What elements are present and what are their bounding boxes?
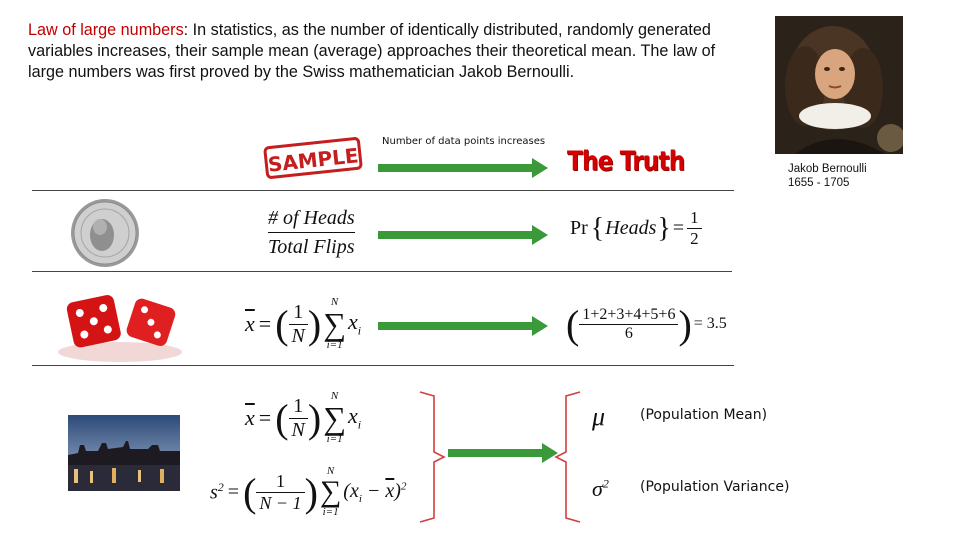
stamp-text: SAMPLE	[266, 143, 360, 177]
n: N	[291, 324, 305, 347]
squared-deviation: $(x_i - \overline{x})^2$	[343, 479, 407, 505]
sum-lower: i=1	[326, 433, 343, 445]
the-truth-logo: The Truth	[567, 146, 685, 177]
xbar-symbol: $\overline{x}$	[245, 405, 255, 430]
one: 1	[289, 395, 308, 419]
one: 1	[256, 471, 304, 493]
city-image	[68, 415, 180, 491]
brace-left: {	[590, 212, 605, 244]
population-variance-label: (Population Variance)	[640, 479, 790, 495]
sample-stamp	[263, 137, 363, 177]
pr-symbol: Pr	[570, 217, 588, 239]
half-denominator: 2	[690, 229, 699, 248]
dice-expected-value	[566, 296, 727, 352]
sigma-squared: $\sigma^2$	[592, 476, 609, 501]
paren-right: )	[307, 395, 322, 441]
one-over-n-minus-1	[256, 471, 304, 514]
summation	[323, 391, 346, 445]
header-arrow	[378, 157, 548, 179]
sample-mean-formula	[245, 292, 361, 356]
equals-sign: =	[258, 405, 272, 430]
bracket-arrow-group	[418, 390, 598, 524]
one-half	[687, 208, 702, 249]
x-term: $x_i$	[348, 309, 362, 338]
sum-lower: i=1	[326, 339, 343, 351]
paren-right: )	[304, 469, 318, 515]
caption-years: 1655 - 1705	[788, 177, 850, 189]
brace-right: }	[657, 212, 671, 244]
sum-upper: N	[326, 465, 335, 477]
sum-upper: N	[330, 390, 339, 402]
paren-left: (	[275, 395, 289, 441]
paren-left: (	[275, 301, 289, 347]
probability-heads	[570, 208, 702, 249]
sigma-glyph: ∑	[323, 400, 346, 436]
sum-upper: N	[330, 296, 339, 308]
heads-numerator: # of Heads	[268, 206, 355, 233]
divider-1	[32, 190, 734, 191]
dice-image	[50, 288, 190, 366]
one-over-n	[289, 301, 308, 348]
summation	[323, 297, 346, 351]
xbar-symbol: $\overline{x}$	[245, 311, 255, 336]
sample-mean-formula-2	[245, 386, 361, 450]
one-over-n	[289, 395, 308, 442]
mu-symbol: μ	[592, 402, 606, 431]
x-term: $x_i$	[348, 403, 362, 432]
intro-paragraph	[28, 20, 748, 83]
n-minus-1: N − 1	[259, 492, 302, 513]
heads-event: Heads	[605, 217, 657, 239]
dice-numerator: 1+2+3+4+5+6	[579, 306, 678, 325]
arrow-label: Number of data points increases	[382, 136, 546, 147]
dice-result: = 3.5	[693, 315, 727, 332]
half-numerator: 1	[687, 208, 702, 229]
equals-sign: =	[672, 217, 685, 239]
flips-denominator: Total Flips	[268, 236, 355, 258]
paren-right: )	[307, 301, 322, 347]
portrait-caption	[788, 162, 867, 190]
intro-highlight: Law of large numbers	[28, 21, 184, 39]
intro-body: : In statistics, as the number of identically distributed, randomly generated variables increases, their sample mean (average) approaches their theoretical mean. The law of large numbers was first proved by the Swiss mathematician Jakob Bernoulli.	[28, 21, 716, 81]
heads-over-flips	[268, 206, 355, 259]
bernoulli-portrait	[775, 16, 903, 154]
equals-sign: =	[227, 480, 240, 503]
one: 1	[289, 301, 308, 325]
n: N	[291, 418, 305, 441]
dice-arrow	[378, 315, 548, 337]
population-mean-label: (Population Mean)	[640, 407, 768, 423]
summation	[320, 466, 341, 518]
sigma-glyph: ∑	[319, 475, 342, 508]
dice-fraction	[579, 306, 678, 343]
coin-arrow	[378, 224, 548, 246]
paren-right: )	[678, 301, 692, 347]
equals-sign: =	[258, 311, 272, 336]
sum-lower: i=1	[322, 506, 339, 518]
sample-variance-formula	[210, 460, 406, 524]
paren-left: (	[566, 301, 580, 347]
coin-image	[68, 197, 142, 271]
sigma-glyph: ∑	[323, 306, 346, 342]
paren-left: (	[243, 469, 257, 515]
dice-denominator: 6	[624, 324, 633, 342]
divider-2	[32, 271, 732, 272]
s-squared: $s^2$	[210, 479, 224, 504]
caption-name: Jakob Bernoulli	[788, 163, 867, 175]
